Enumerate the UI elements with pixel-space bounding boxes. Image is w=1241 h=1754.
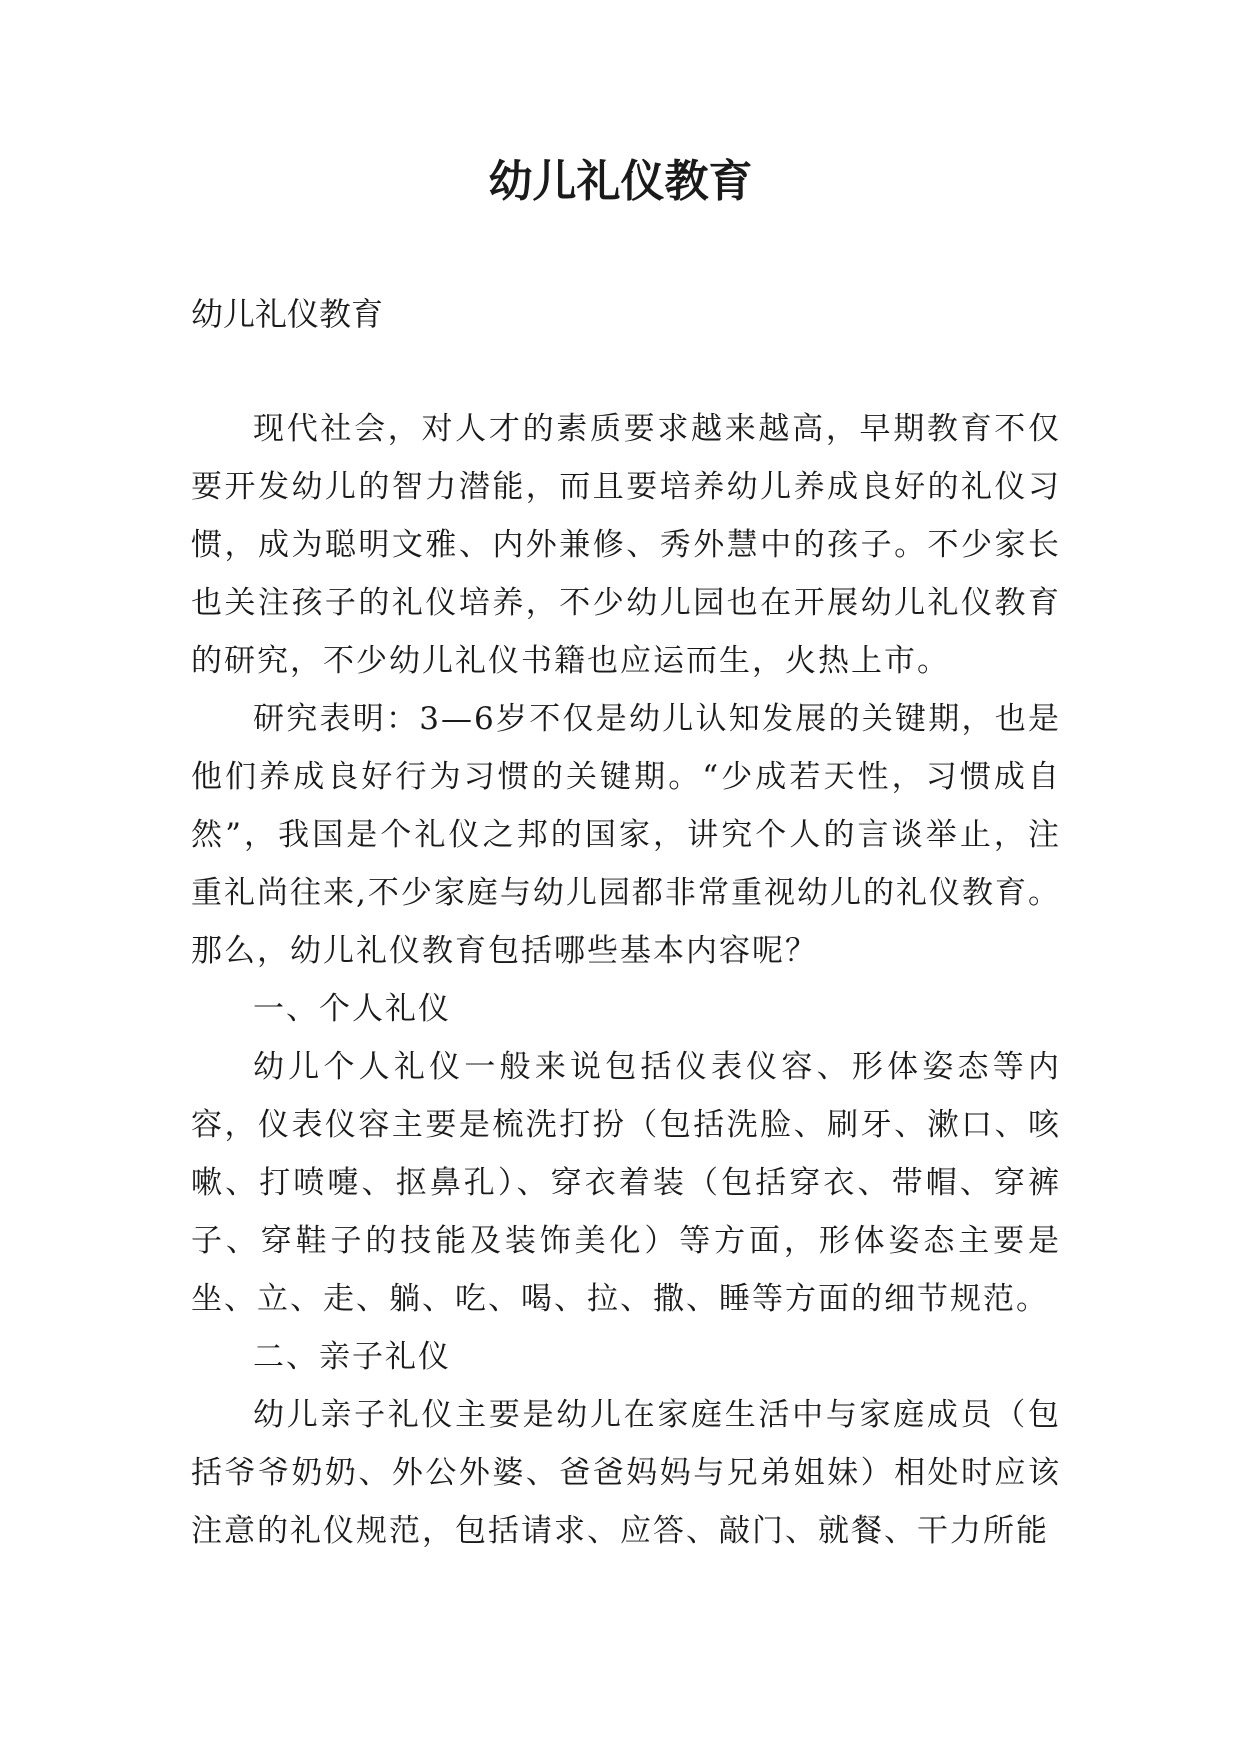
document-subtitle: 幼儿礼仪教育 bbox=[191, 295, 384, 333]
paragraph-intro: 现代社会，对人才的素质要求越来越高，早期教育不仅要开发幼儿的智力潜能，而且要培养幼儿养成良好的礼仪习惯，成为聪明文雅、内外兼修、秀外慧中的孩子。不少家长也关注孩子的礼仪培养，不少幼儿园也在开展幼儿礼仪教育的研究，不少幼儿礼仪书籍也应运而生，火热上市。 bbox=[191, 411, 1061, 679]
section-heading-parent-child: 二、亲子礼仪 bbox=[253, 1339, 451, 1375]
document-body bbox=[191, 400, 1061, 1560]
paragraph-parent-child: 幼儿亲子礼仪主要是幼儿在家庭生活中与家庭成员（包括爷爷奶奶、外公外婆、爸爸妈妈与兄弟姐妹）相处时应该注意的礼仪规范，包括请求、应答、敲门、就餐、干力所能 bbox=[191, 1397, 1061, 1549]
paragraph-research: 研究表明：3—6岁不仅是幼儿认知发展的关键期，也是他们养成良好行为习惯的关键期。“少成若天性，习惯成自然”，我国是个礼仪之邦的国家，讲究个人的言谈举止，注重礼尚往来,不少家庭与幼儿园都非常重视幼儿的礼仪教育。那么，幼儿礼仪教育包括哪些基本内容呢？ bbox=[191, 701, 1061, 969]
paragraph-personal: 幼儿个人礼仪一般来说包括仪表仪容、形体姿态等内容，仪表仪容主要是梳洗打扮（包括洗脸、刷牙、漱口、咳嗽、打喷嚏、抠鼻孔）、穿衣着装（包括穿衣、带帽、穿裤子、穿鞋子的技能及装饰美化）等方面，形体姿态主要是坐、立、走、躺、吃、喝、拉、撒、睡等方面的细节规范。 bbox=[191, 1049, 1061, 1317]
document-title: 幼儿礼仪教育 bbox=[488, 156, 753, 207]
section-heading-personal: 一、个人礼仪 bbox=[253, 991, 451, 1027]
